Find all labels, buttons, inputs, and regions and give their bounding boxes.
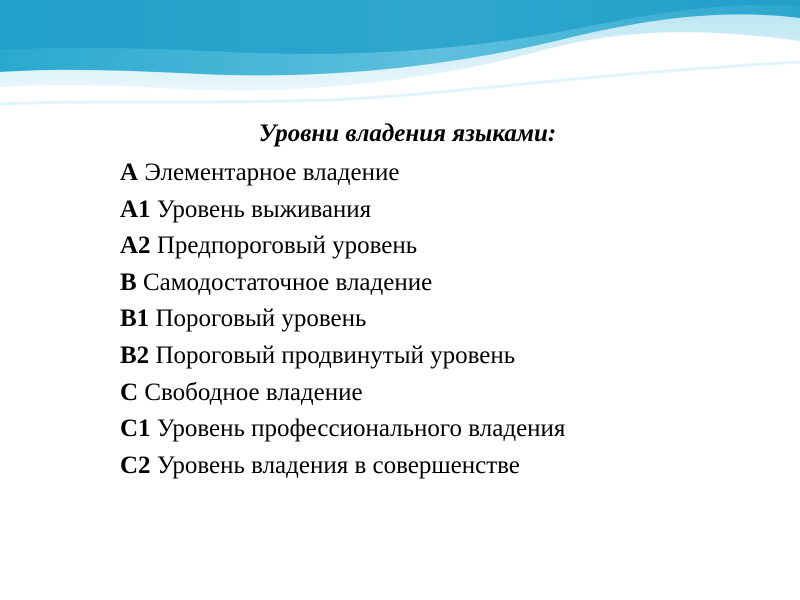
level-code: А — [120, 159, 139, 186]
level-code: С2 — [120, 451, 151, 479]
level-c2 — [120, 448, 565, 485]
level-text: Уровень выживания — [150, 195, 372, 223]
level-text: Предпороговый уровень — [150, 232, 418, 260]
level-text: Уровень владения в совершенстве — [150, 451, 520, 479]
level-text: Свободное владение — [138, 378, 363, 406]
level-text: Самодостаточное владение — [136, 268, 433, 296]
level-code: С — [120, 378, 139, 406]
level-text: Уровень профессионального владения — [150, 415, 566, 443]
level-c1 — [120, 411, 565, 448]
level-code: В1 — [120, 305, 150, 333]
language-levels-list — [120, 155, 565, 484]
level-a — [120, 155, 565, 192]
level-text: Элементарное владение — [138, 159, 400, 186]
level-code: В — [120, 268, 137, 296]
level-b — [120, 265, 565, 302]
level-a2 — [120, 228, 565, 265]
level-b2 — [120, 338, 565, 375]
level-code: В2 — [120, 341, 150, 369]
level-code: А1 — [120, 195, 151, 223]
level-text: Пороговый продвинутый уровень — [149, 341, 516, 369]
wave-decoration — [0, 0, 800, 130]
level-c — [120, 375, 565, 412]
level-text: Пороговый уровень — [149, 305, 367, 333]
level-b1 — [120, 301, 565, 338]
level-code: А2 — [120, 232, 151, 260]
level-a1 — [120, 192, 565, 229]
level-code: С1 — [120, 415, 151, 443]
slide-title: Уровни владения языками: — [258, 120, 557, 147]
